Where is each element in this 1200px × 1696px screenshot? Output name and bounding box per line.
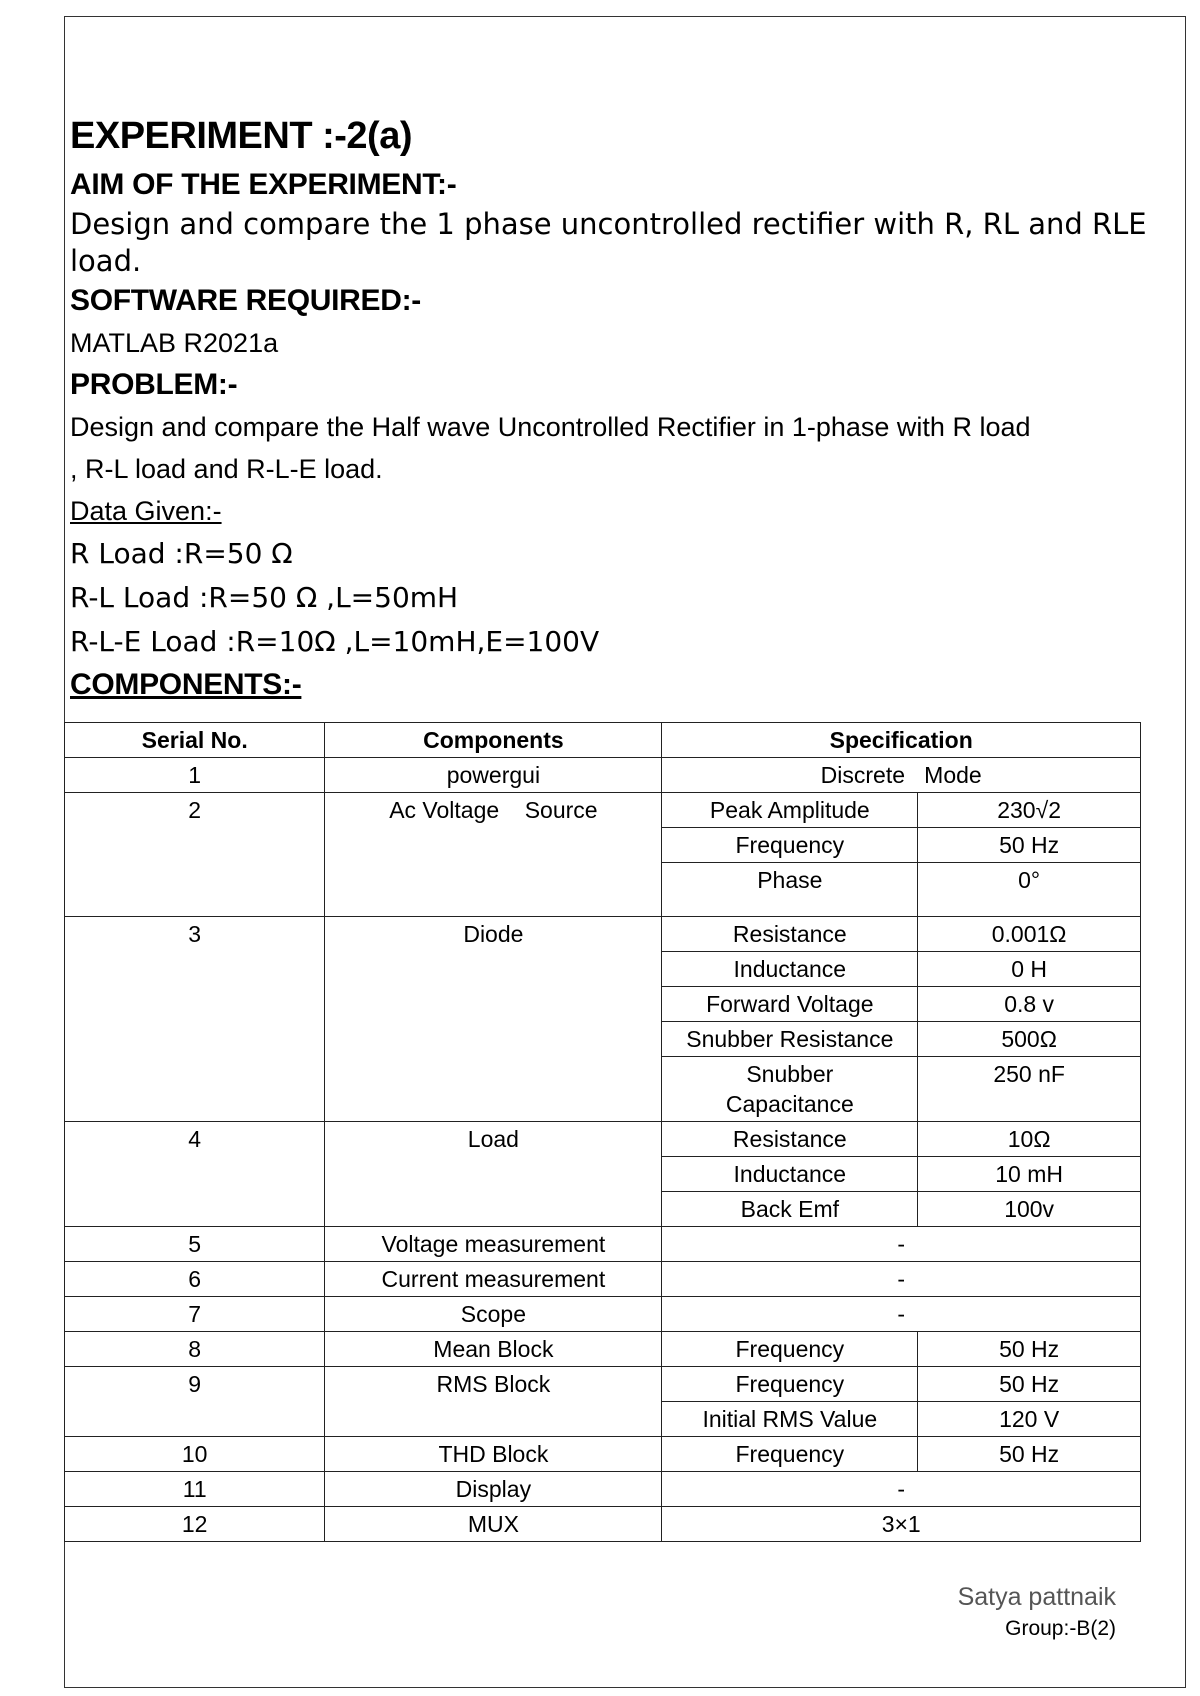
spec-key-cell: Frequency [662,1367,918,1402]
experiment-title: EXPERIMENT :-2(a) [70,115,412,157]
problem-text-line1: Design and compare the Half wave Uncontrolled Rectifier in 1-phase with R load [70,412,1031,442]
spec-value-cell: 0.8 v [918,987,1141,1022]
serial-cell: 5 [65,1227,325,1262]
components-heading: COMPONENTS:- [70,668,302,701]
spec-key-cell: Snubber Resistance [662,1022,918,1057]
document-content [70,108,1170,706]
component-cell: THD Block [325,1437,662,1472]
problem-heading: PROBLEM:- [70,368,238,401]
header-serial: Serial No. [65,723,325,758]
spec-value-cell: 0° [918,863,1141,917]
aim-heading: AIM OF THE EXPERIMENT:- [70,168,457,201]
table-row [65,1332,1141,1367]
table-header-row [65,723,1141,758]
header-components: Components [325,723,662,758]
serial-cell: 11 [65,1472,325,1507]
spec-key-cell: Forward Voltage [662,987,918,1022]
component-cell: Diode [325,917,662,1122]
spec-key-cell: Phase [662,863,918,917]
serial-cell: 3 [65,917,325,1122]
software-heading: SOFTWARE REQUIRED:- [70,284,421,317]
table-row [65,1507,1141,1542]
aim-text: Design and compare the 1 phase uncontrolled rectifier with R, RL and RLE load. [70,207,1147,278]
spec-key-cell: Initial RMS Value [662,1402,918,1437]
spec-cell: 3×1 [662,1507,1141,1542]
spec-cell: - [662,1297,1141,1332]
problem-text-line2: , R-L load and R-L-E load. [70,454,383,484]
table-row [65,1122,1141,1157]
spec-value-cell: 50 Hz [918,1367,1141,1402]
spec-key-cell: Inductance [662,1157,918,1192]
author-group: Group:-B(2) [1005,1617,1116,1640]
serial-cell: 4 [65,1122,325,1227]
component-cell: RMS Block [325,1367,662,1437]
component-cell: Current measurement [325,1262,662,1297]
table-row [65,1262,1141,1297]
spec-value-cell: 230√2 [918,793,1141,828]
serial-cell: 8 [65,1332,325,1367]
header-specification: Specification [662,723,1141,758]
signature-block [958,1580,1116,1644]
component-cell: Load [325,1122,662,1227]
spec-cell: - [662,1262,1141,1297]
table-row [65,793,1141,828]
serial-cell: 12 [65,1507,325,1542]
table-row [65,1437,1141,1472]
table-row [65,1472,1141,1507]
spec-cell: - [662,1472,1141,1507]
table-row [65,1367,1141,1402]
spec-cell: - [662,1227,1141,1262]
spec-value-cell: 50 Hz [918,828,1141,863]
spec-value-cell: 100v [918,1192,1141,1227]
serial-cell: 2 [65,793,325,917]
serial-cell: 7 [65,1297,325,1332]
spec-value-cell: 50 Hz [918,1437,1141,1472]
component-cell: Display [325,1472,662,1507]
component-cell: Ac Voltage Source [325,793,662,917]
spec-cell: Discrete Mode [662,758,1141,793]
spec-key-cell: Frequency [662,828,918,863]
serial-cell: 1 [65,758,325,793]
serial-cell: 10 [65,1437,325,1472]
spec-key-cell: Peak Amplitude [662,793,918,828]
spec-value-cell: 10Ω [918,1122,1141,1157]
r-load-data: R Load :R=50 Ω [70,537,293,570]
component-cell: Voltage measurement [325,1227,662,1262]
spec-key-cell: Snubber Capacitance [662,1057,918,1122]
component-cell: powergui [325,758,662,793]
software-text: MATLAB R2021a [70,328,279,358]
serial-cell: 9 [65,1367,325,1437]
spec-key-cell: Frequency [662,1437,918,1472]
spec-key-cell: Inductance [662,952,918,987]
components-table [64,722,1141,1542]
table-row [65,1227,1141,1262]
component-cell: Scope [325,1297,662,1332]
spec-key-cell: Back Emf [662,1192,918,1227]
serial-cell: 6 [65,1262,325,1297]
component-cell: Mean Block [325,1332,662,1367]
spec-value-cell: 50 Hz [918,1332,1141,1367]
spec-value-cell: 500Ω [918,1022,1141,1057]
spec-value-cell: 0.001Ω [918,917,1141,952]
rle-load-data: R-L-E Load :R=10Ω ,L=10mH,E=100V [70,625,600,658]
table-row [65,917,1141,952]
spec-value-cell: 10 mH [918,1157,1141,1192]
spec-key-cell: Resistance [662,1122,918,1157]
spec-key-cell: Resistance [662,917,918,952]
table-row [65,1297,1141,1332]
author-name: Satya pattnaik [957,1583,1116,1611]
rl-load-data: R-L Load :R=50 Ω ,L=50mH [70,581,459,614]
data-given-heading: Data Given:- [70,496,222,526]
spec-value-cell: 0 H [918,952,1141,987]
spec-key-cell: Frequency [662,1332,918,1367]
table-row [65,758,1141,793]
spec-value-cell: 250 nF [918,1057,1141,1122]
component-cell: MUX [325,1507,662,1542]
spec-value-cell: 120 V [918,1402,1141,1437]
